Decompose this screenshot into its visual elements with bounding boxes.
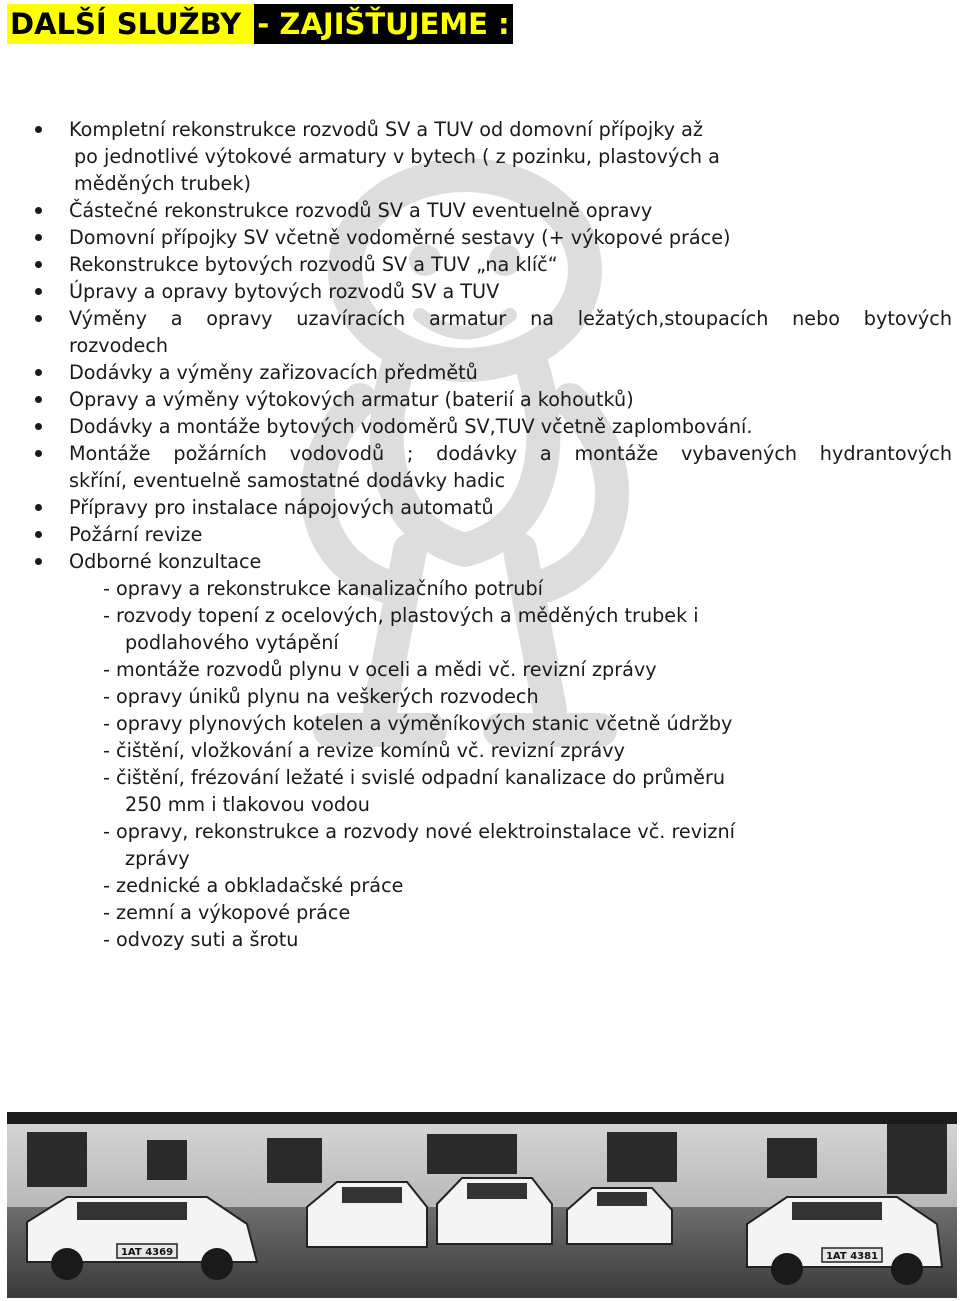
list-item-text: - zednické a obkladačské práce	[103, 874, 404, 897]
bullet-icon	[35, 558, 42, 565]
list-item-text: Přípravy pro instalace nápojových automatů	[69, 496, 494, 519]
list-item-text: - montáže rozvodů plynu v oceli a mědi vč. revizní zprávy	[103, 658, 657, 681]
bullet-icon	[35, 207, 42, 214]
list-item-text: skříní, eventuelně samostatné dodávky hadic	[69, 469, 506, 492]
list-item-text: Rekonstrukce bytových rozvodů SV a TUV „na klíč“	[69, 253, 558, 276]
list-item-text: - opravy plynových kotelen a výměníkových stanic včetně údržby	[103, 712, 733, 735]
bullet-icon	[35, 288, 42, 295]
list-item-text: - čištění, vložkování a revize komínů vč. revizní zprávy	[103, 739, 626, 762]
license-plate-left: 1AT 4369	[120, 1247, 174, 1258]
list-item-text: rozvodech	[69, 334, 169, 357]
fleet-vans-photo	[7, 1112, 957, 1298]
list-item-text: - zemní a výkopové práce	[103, 901, 351, 924]
list-item-text: - rozvody topení z ocelových, plastových a měděných trubek i	[103, 604, 699, 627]
list-item-text: Úpravy a opravy bytových rozvodů SV a TUV	[69, 280, 500, 303]
list-item-text: Dodávky a výměny zařizovacích předmětů	[69, 361, 478, 384]
list-item-text: - opravy a rekonstrukce kanalizačního potrubí	[103, 577, 543, 600]
list-item-text: - opravy, rekonstrukce a rozvody nové elektroinstalace vč. revizní	[103, 820, 735, 843]
list-item-text: Výměny a opravy uzavíracích armatur na ležatých,stoupacích nebo bytových	[69, 307, 952, 330]
bullet-icon	[35, 423, 42, 430]
license-plate-right: 1AT 4381	[825, 1251, 879, 1262]
list-item-text: Montáže požárních vodovodů ; dodávky a montáže vybavených hydrantových	[69, 442, 952, 465]
list-item-text: 250 mm i tlakovou vodou	[125, 793, 370, 816]
list-item-text: Opravy a výměny výtokových armatur (baterií a kohoutků)	[69, 388, 634, 411]
bullet-icon	[35, 234, 42, 241]
list-item-text: - čištění, frézování ležaté i svislé odpadní kanalizace do průměru	[103, 766, 726, 789]
header-title-provided: - ZAJIŠŤUJEME :	[254, 4, 512, 44]
list-item-text: zprávy	[125, 847, 190, 870]
list-item-text: měděných trubek)	[74, 172, 251, 195]
list-item-text: Odborné konzultace	[69, 550, 262, 573]
list-item-text: Požární revize	[69, 523, 203, 546]
list-item-text: podlahového vytápění	[125, 631, 339, 654]
bullet-icon	[35, 126, 42, 133]
list-item-text: Částečné rekonstrukce rozvodů SV a TUV eventuelně opravy	[69, 199, 653, 222]
bullet-icon	[35, 261, 42, 268]
header-title-services: DALŠÍ SLUŽBY	[7, 4, 254, 44]
bullet-icon	[35, 531, 42, 538]
list-item-text: Dodávky a montáže bytových vodoměrů SV,TUV včetně zaplombování.	[69, 415, 753, 438]
bullet-icon	[35, 504, 42, 511]
list-item-text: - odvozy suti a šrotu	[103, 928, 299, 951]
list-item-text: Domovní přípojky SV včetně vodoměrné sestavy (+ výkopové práce)	[69, 226, 731, 249]
bullet-icon	[35, 369, 42, 376]
bullet-icon	[35, 450, 42, 457]
page-header	[7, 4, 513, 44]
list-item-text: - opravy úniků plynu na veškerých rozvodech	[103, 685, 539, 708]
bullet-icon	[35, 315, 42, 322]
list-item-text: Kompletní rekonstrukce rozvodů SV a TUV od domovní přípojky až	[69, 118, 703, 141]
bullet-icon	[35, 396, 42, 403]
list-item-text: po jednotlivé výtokové armatury v bytech ( z pozinku, plastových a	[74, 145, 720, 168]
